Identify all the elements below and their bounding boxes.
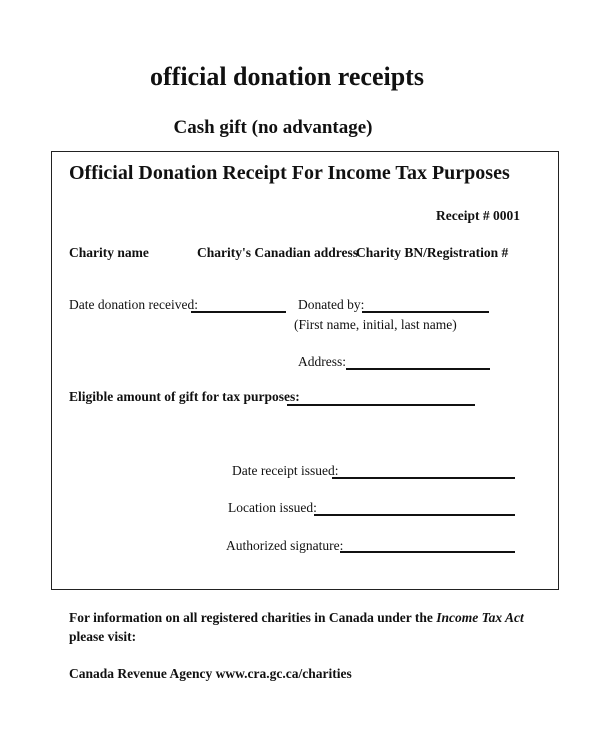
address-label: Address: bbox=[298, 354, 346, 369]
signature-line[interactable] bbox=[340, 551, 515, 553]
eligible-amount-line[interactable] bbox=[287, 404, 475, 406]
charity-address-label: Charity's Canadian address bbox=[197, 245, 359, 260]
charity-name-label: Charity name bbox=[69, 245, 149, 260]
location-issued-line[interactable] bbox=[314, 514, 515, 516]
date-issued-label: Date receipt issued: bbox=[232, 463, 339, 478]
donor-name-hint: (First name, initial, last name) bbox=[294, 317, 457, 332]
footer-info-prefix: For information on all registered charities in Canada under the bbox=[69, 610, 433, 625]
subtitle: Cash gift (no advantage) bbox=[173, 117, 373, 138]
date-received-label: Date donation received: bbox=[69, 297, 198, 312]
eligible-amount-label: Eligible amount of gift for tax purposes: bbox=[69, 389, 300, 404]
page-title: official donation receipts bbox=[150, 62, 424, 91]
donated-by-label: Donated by: bbox=[298, 297, 365, 312]
footer-act-name: Income Tax Act bbox=[436, 610, 524, 625]
donated-by-line[interactable] bbox=[362, 311, 489, 313]
signature-label: Authorized signature: bbox=[226, 538, 344, 553]
footer-agency-link[interactable]: Canada Revenue Agency www.cra.gc.ca/charities bbox=[69, 666, 352, 681]
location-issued-label: Location issued: bbox=[228, 500, 317, 515]
address-line[interactable] bbox=[346, 368, 490, 370]
date-received-line[interactable] bbox=[191, 311, 286, 313]
charity-bn-label: Charity BN/Registration # bbox=[356, 245, 509, 260]
receipt-heading: Official Donation Receipt For Income Tax Purposes bbox=[69, 162, 510, 184]
footer-please-visit: please visit: bbox=[69, 629, 137, 644]
date-issued-line[interactable] bbox=[332, 477, 515, 479]
receipt-number: Receipt # 0001 bbox=[436, 208, 520, 223]
footer-info bbox=[69, 610, 524, 626]
